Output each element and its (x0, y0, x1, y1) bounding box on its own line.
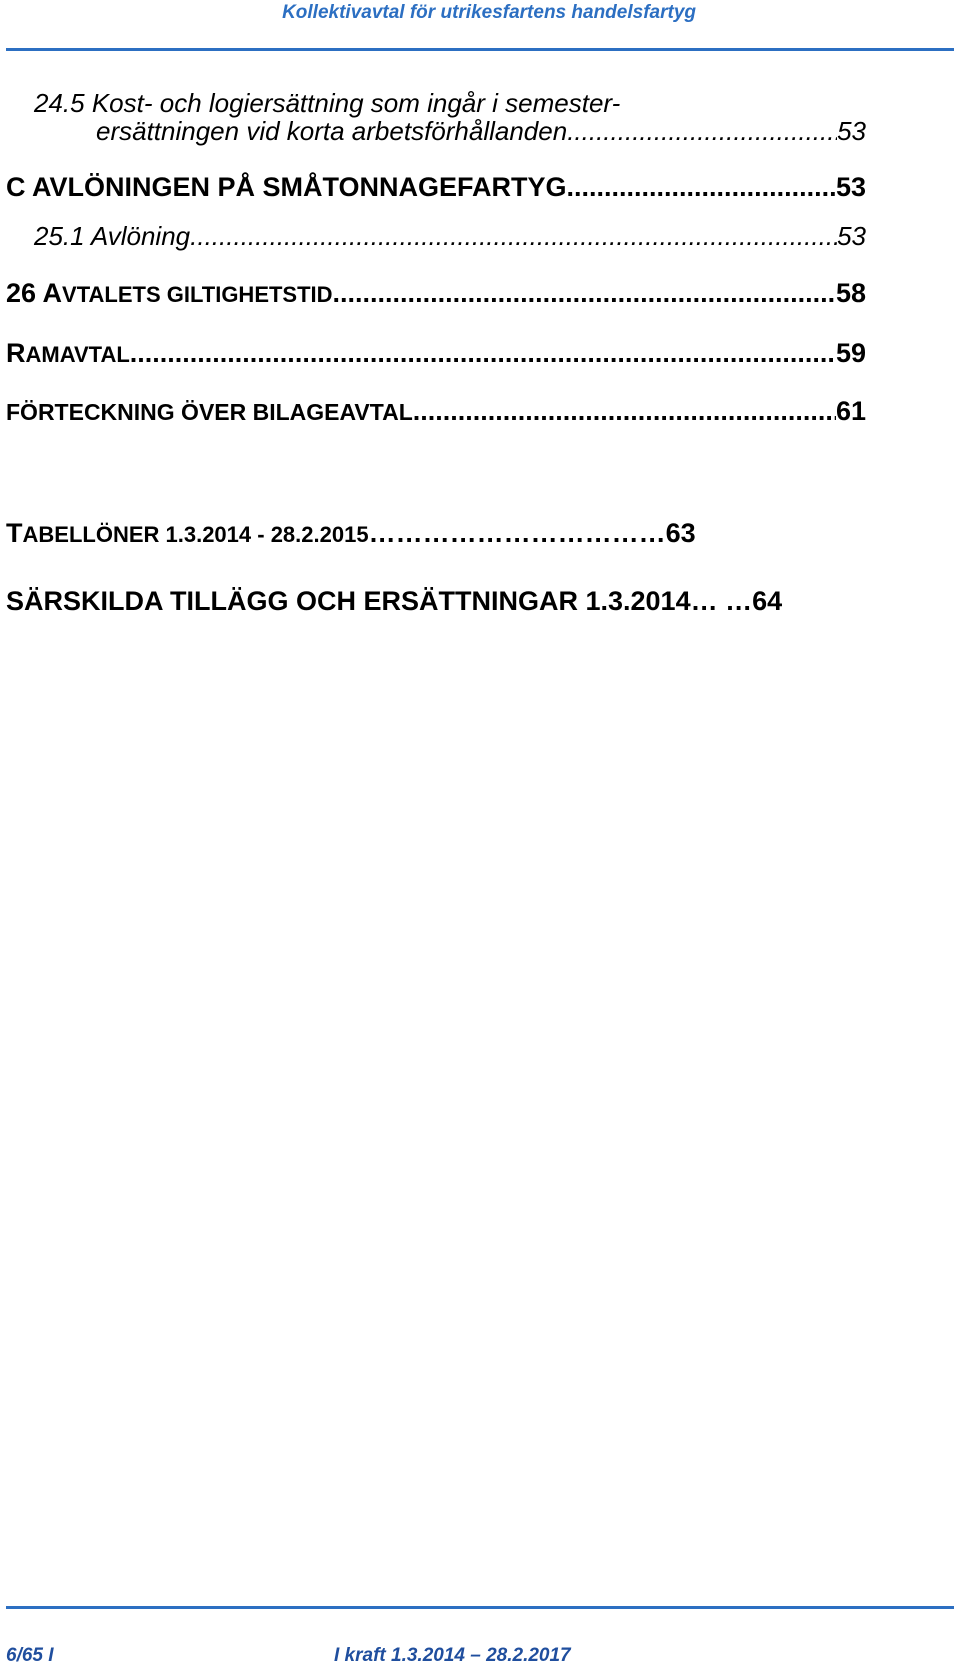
toc-page-number: 58 (835, 278, 866, 308)
dot-leader (130, 338, 836, 369)
toc-page-number: 53 (835, 172, 866, 202)
dot-leader: …………………………… (368, 518, 666, 548)
toc-page-number: 53 (837, 221, 866, 251)
dot-leader (567, 172, 836, 203)
toc-page-number: 64 (752, 586, 783, 616)
toc-entry-section-c[interactable] (6, 172, 866, 203)
dot-leader (190, 221, 837, 252)
toc-entry-forteckning[interactable] (6, 396, 866, 427)
footer-validity: I kraft 1.3.2014 – 28.2.2017 (334, 1645, 571, 1666)
toc-entry-24-5-line1: 24.5 Kost- och logiersättning som ingår i semester- (34, 88, 621, 118)
toc-entry-label: FÖRTECKNING ÖVER BILAGEAVTAL (6, 399, 413, 425)
toc-entry-sarskilda[interactable] (6, 586, 782, 617)
toc-entry-24-5[interactable] (96, 116, 866, 147)
toc-entry-label: C AVLÖNINGEN PÅ SMÅTONNAGEFARTYG (6, 172, 567, 202)
dot-leader (413, 396, 836, 427)
toc-entry-label: ersättningen vid korta arbetsförhållanden (96, 116, 568, 146)
footer-page-info: 6/65 I (6, 1645, 54, 1666)
toc-entry-ramavtal[interactable] (6, 338, 866, 369)
footer-divider (6, 1606, 954, 1609)
toc-entry-25-1[interactable] (34, 221, 866, 252)
header-divider (6, 48, 954, 51)
dot-leader (567, 116, 837, 147)
toc-page-number: 61 (835, 396, 866, 426)
toc-entry-tabelloner[interactable]: TABELLÖNER 1.3.2014 - 28.2.2015……………………………63 (6, 518, 696, 548)
document-title: Kollektivavtal för utrikesfartens handelsfartyg (282, 2, 696, 23)
toc-entry-label: 26 AVTALETS GILTIGHETSTID (6, 278, 333, 308)
toc-entry-label: RAMAVTAL (6, 338, 130, 368)
dot-leader (333, 278, 836, 309)
toc-entry-label: 25.1 Avlöning (34, 221, 191, 251)
toc-page-number: 63 (665, 518, 696, 548)
toc-entry-label: SÄRSKILDA TILLÄGG OCH ERSÄTTNINGAR 1.3.2014… … (6, 586, 753, 616)
toc-page-number: 59 (835, 338, 866, 368)
toc-page-number: 53 (837, 116, 866, 146)
toc-entry-26[interactable] (6, 278, 866, 309)
